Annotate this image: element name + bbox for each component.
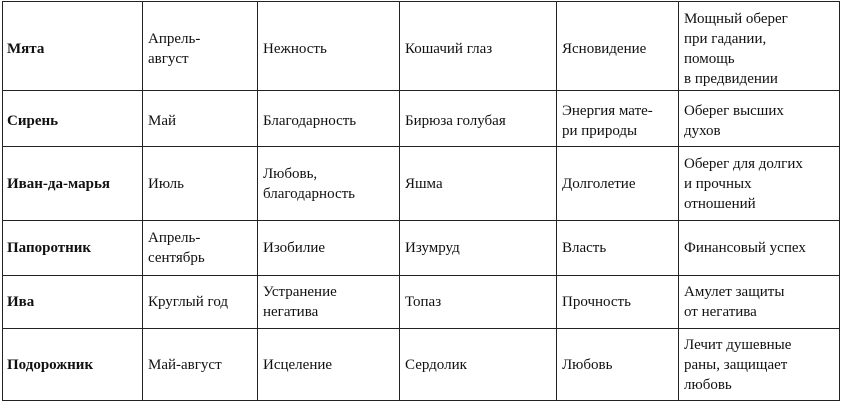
plant-name: Иван-да-марья [3, 147, 143, 221]
plant-name: Ива [3, 276, 143, 329]
stone-cell: Сердолик [400, 329, 557, 401]
plant-name: Подорожник [3, 329, 143, 401]
meaning-cell: Нежность [258, 2, 400, 91]
table-row [3, 329, 840, 401]
period-cell: Май [143, 91, 258, 147]
period-cell: Апрель- август [143, 2, 258, 91]
purpose-cell: Оберег для долгих и прочных отношений [679, 147, 840, 221]
period-cell: Июль [143, 147, 258, 221]
table-row [3, 221, 840, 276]
meaning-cell: Устранение негатива [258, 276, 400, 329]
period-cell: Май-август [143, 329, 258, 401]
meaning-cell: Исцеление [258, 329, 400, 401]
gift-cell: Ясновидение [557, 2, 679, 91]
meaning-cell: Благодарность [258, 91, 400, 147]
purpose-cell: Финансовый успех [679, 221, 840, 276]
plant-name: Папоротник [3, 221, 143, 276]
stone-cell: Кошачий глаз [400, 2, 557, 91]
gift-cell: Власть [557, 221, 679, 276]
meaning-cell: Любовь, благодарность [258, 147, 400, 221]
period-cell: Круглый год [143, 276, 258, 329]
gift-cell: Энергия мате- ри природы [557, 91, 679, 147]
plant-amulet-table [2, 1, 840, 401]
stone-cell: Яшма [400, 147, 557, 221]
stone-cell: Изумруд [400, 221, 557, 276]
table-row [3, 2, 840, 91]
meaning-cell: Изобилие [258, 221, 400, 276]
plant-name: Сирень [3, 91, 143, 147]
stone-cell: Топаз [400, 276, 557, 329]
purpose-cell: Оберег высших духов [679, 91, 840, 147]
plant-name: Мята [3, 2, 143, 91]
table-row [3, 91, 840, 147]
gift-cell: Долголетие [557, 147, 679, 221]
period-cell: Апрель- сентябрь [143, 221, 258, 276]
purpose-cell: Лечит душевные раны, защищает любовь [679, 329, 840, 401]
stone-cell: Бирюза голубая [400, 91, 557, 147]
gift-cell: Прочность [557, 276, 679, 329]
table-row [3, 276, 840, 329]
gift-cell: Любовь [557, 329, 679, 401]
table-row [3, 147, 840, 221]
purpose-cell: Мощный оберег при гадании, помощь в предвидении [679, 2, 840, 91]
purpose-cell: Амулет защиты от негатива [679, 276, 840, 329]
